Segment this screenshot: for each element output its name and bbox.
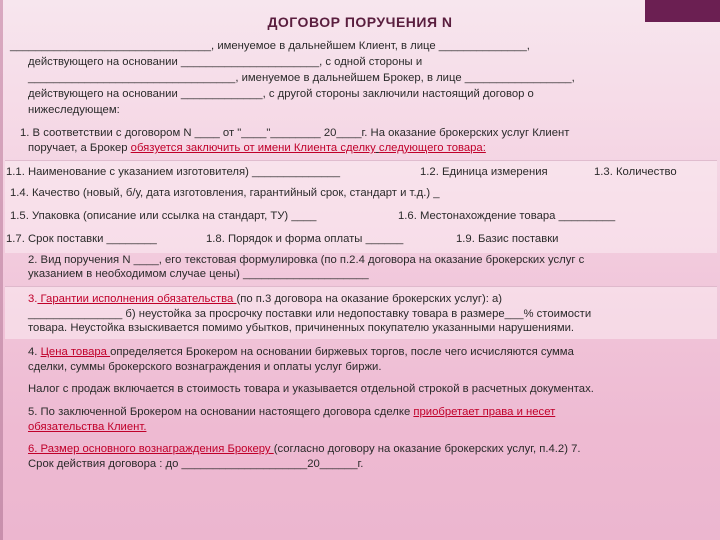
section-1-line-1: 1. В соответствии с договором N ____ от "____"________ 20____г. На оказание брокерских услуг Клиент [20,127,570,139]
section-1-highlight-goods: следующего товара: [378,142,486,154]
item-1-2: 1.2. Единица измерения [420,166,548,178]
item-1-8: 1.8. Порядок и форма оплаты ______ [206,233,404,245]
item-1-3: 1.3. Количество [594,166,677,178]
section-4-line-2: сделки, суммы брокерского вознаграждения и оплаты услуг биржи. [28,361,382,373]
section-5-rights: приобретает права и несет [413,406,556,418]
intro-line-5: нижеследующем: [28,104,120,116]
item-1-5: 1.5. Упаковка (описание или ссылка на стандарт, ТУ) ____ [10,210,317,222]
section-5-obligations: обязательства Клиент. [28,421,147,433]
section-2-line-2: указанием в необходимом случае цены) ____________________ [28,268,369,280]
item-1-1: 1.1. Наименование с указанием изготовителя) ______________ [6,166,340,178]
item-1-4: 1.4. Качество (новый, б/у, дата изготовления, гарантийный срок, стандарт и т.д.) _ [10,187,440,199]
document-title: ДОГОВОР ПОРУЧЕНИЯ N [267,14,453,30]
section-3-line-2: _______________ б) неустойка за просрочку поставки или недопоставку товара в размере___% стоимости [28,308,592,320]
intro-line-4: действующего на основании _____________, с другой стороны заключили настоящий договор о [28,88,534,100]
section-5-line-1 [28,406,555,419]
section-4-text: определяется Брокером на основании биржевых торгов, после чего исчисляются сумма [110,346,574,358]
intro-line-2: действующего на основании ______________________, с одной стороны и [28,56,423,68]
intro-line-3: _________________________________, именуемое в дальнейшем Брокер, в лице _________________, [28,72,575,84]
intro-line-1: ________________________________, именуемое в дальнейшем Клиент, в лице ______________, [10,40,530,52]
section-3-line-3: товара. Неустойка взыскивается помимо убытков, причиненных покупателю указанными нарушениями. [28,322,575,334]
section-4-line-1 [28,346,574,359]
item-1-9: 1.9. Базис поставки [456,233,559,245]
section-3-reference: (по п.3 договора на оказание брокерских услуг): а) [236,293,503,305]
section-6-reference: (согласно договору на оказание брокерских услуг, п.4.2) 7. [273,443,581,455]
item-1-7: 1.7. Срок поставки ________ [6,233,157,245]
section-5-text: 5. По заключенной Брокером на основании настоящего договора сделке [28,406,414,418]
section-4-number: 4. [28,346,41,358]
left-accent-strip [0,0,3,540]
section-7-term: Срок действия договора : до ____________________20______г. [28,458,364,470]
section-6-line-1 [28,443,581,456]
section-3-number: 3. [28,293,38,305]
section-1-text: поручает, а Брокер [28,142,131,154]
item-1-6: 1.6. Местонахождение товара _________ [398,210,616,222]
section-6-fee: 6. Размер основного вознаграждения Брокеру [28,443,274,455]
section-1-line-2 [28,142,486,155]
section-3-line-1 [28,293,502,306]
section-5-line-2 [28,421,146,434]
section-3-guarantees: Гарантии исполнения обязательства [37,293,237,305]
tax-note: Налог с продаж включается в стоимость товара и указывается отдельной строкой в расчетных документах. [28,383,594,395]
section-4-price: Цена товара [40,346,111,358]
section-2-line-1: 2. Вид поручения N ____, его текстовая формулировка (по п.2.4 договора на оказание брокерских услуг с [28,254,585,266]
section-1-highlight-obligation: обязуется заключить от имени Клиента сделку [130,142,376,154]
